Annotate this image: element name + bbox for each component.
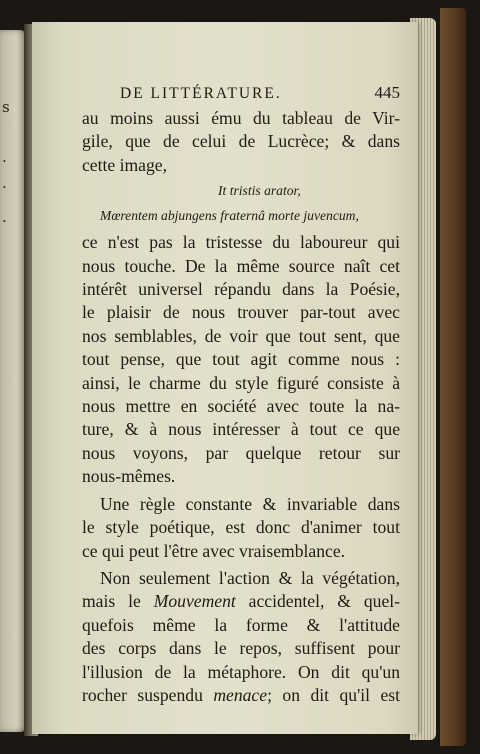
text-line: le plaisir de nous trouver par-tout avec <box>82 302 400 323</box>
text-line: le style poétique, est donc d'animer tout <box>82 517 400 538</box>
text-line: l'illusion de la métaphore. On dit qu'un <box>82 661 400 682</box>
running-head <box>82 84 400 103</box>
text-line: nous mettre en société avec toute la na- <box>82 396 400 417</box>
text-line: des corps dans le repos, suffisent pour <box>82 638 400 659</box>
text-run: accidentel, & quel- <box>235 591 400 612</box>
text-line: au moins aussi ému du tableau de Vir- <box>82 108 400 128</box>
facing-page-glyph: . <box>2 148 7 166</box>
text-line: cette image, <box>82 154 167 175</box>
text-line: nos semblables, de voir que tout sent, que <box>82 325 400 346</box>
text-line: Non seulement l'action & la végétation, <box>100 567 400 588</box>
text-line: quefois même la forme & l'attitude <box>82 614 400 635</box>
text-line: ture, & à nous intéresser à tout ce que <box>82 419 400 440</box>
text-line: nous touche. De la même source naît cet <box>82 255 400 276</box>
text-line: Une règle constante & invariable dans <box>100 493 400 514</box>
book-page <box>32 22 418 734</box>
facing-page-glyph: . <box>2 208 7 226</box>
text-line: gile, que de celui de Lucrèce; & dans <box>82 131 400 152</box>
page-number: 445 <box>374 83 400 102</box>
italic-word: menace <box>213 684 268 705</box>
page-text <box>82 84 400 707</box>
facing-page-edge <box>0 30 26 732</box>
book-cover <box>440 8 466 746</box>
latin-quote-line: Mœrentem abjungens fraternâ morte juvencum, <box>100 208 359 224</box>
text-line: nous-mêmes. <box>82 466 176 487</box>
text-line: ainsi, le charme du style figuré consiste à <box>82 372 400 393</box>
text-line <box>82 590 400 613</box>
text-line: intérêt universel répandu dans la Poésie, <box>82 279 400 300</box>
text-run: ; on dit qu'il est <box>267 684 401 705</box>
running-head-title: DE LITTÉRATURE. <box>120 85 282 102</box>
text-line: ce qui peut l'être avec vraisemblance. <box>82 540 346 561</box>
text-line: ce n'est pas la tristesse du laboureur qui <box>82 232 400 253</box>
text-run: mais le <box>82 591 154 612</box>
facing-page-glyph: s <box>2 98 10 116</box>
facing-page-glyph: . <box>2 174 7 192</box>
italic-word: Mouvement <box>153 591 236 612</box>
text-line: tout pense, que tout agit comme nous : <box>82 349 400 370</box>
text-run: rocher suspendu <box>82 684 214 705</box>
latin-quote-line: It tristis arator, <box>218 183 301 199</box>
text-line: nous voyons, par quelque retour sur <box>82 442 400 463</box>
text-line <box>82 684 400 707</box>
